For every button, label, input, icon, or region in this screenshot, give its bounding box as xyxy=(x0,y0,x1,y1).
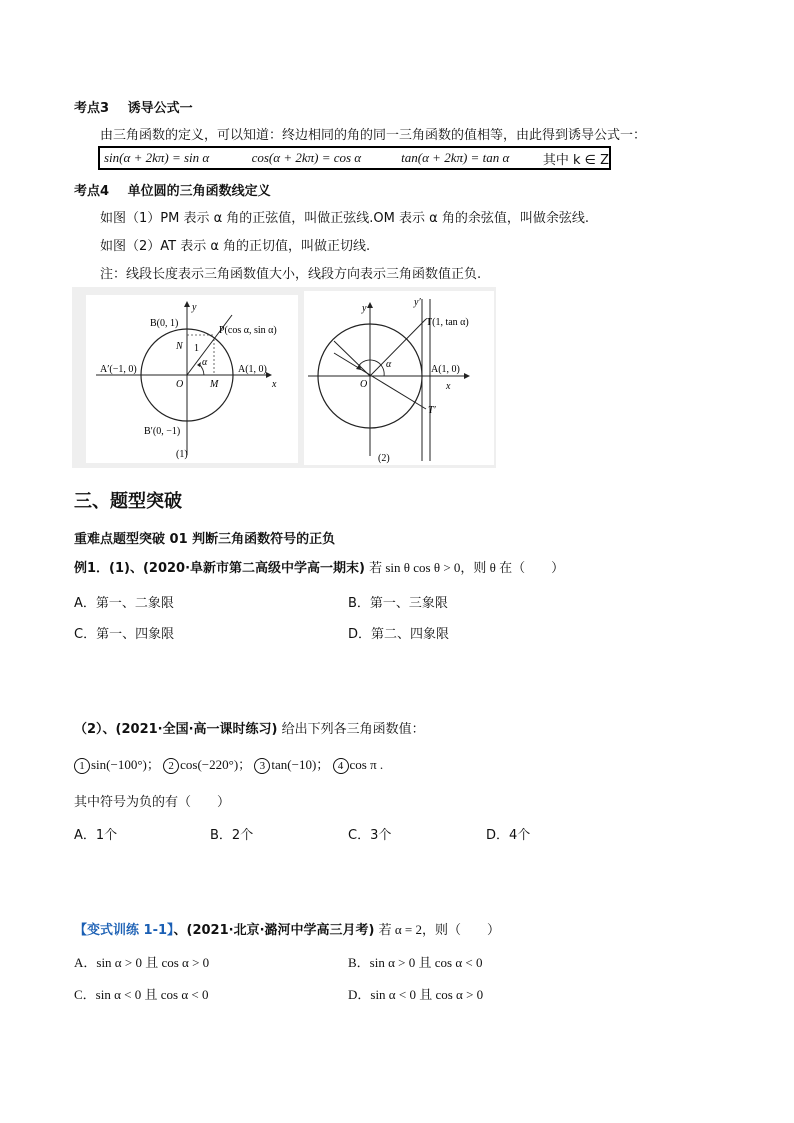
fig2-x-label: x xyxy=(446,381,451,392)
variant-label: 【变式训练 1-1】 xyxy=(74,923,174,938)
section3-heading-num: 考点3 xyxy=(74,101,110,116)
section4-heading-text: 单位圆的三角函数线定义 xyxy=(127,184,271,199)
formula-tan: tan(α + 2kπ) = tan α xyxy=(401,150,510,165)
example1-2 xyxy=(74,718,425,737)
example1-option-d: D．第二、四象限 xyxy=(348,627,450,642)
example1 xyxy=(74,557,564,576)
example1-2-option-a: A．1个 xyxy=(74,828,118,843)
fig1-x-label: x xyxy=(272,379,277,390)
item-2: cos(−220°)； xyxy=(180,757,252,772)
item-4: cos π . xyxy=(349,757,384,772)
section3-heading xyxy=(74,97,193,116)
figure-2 xyxy=(304,291,494,465)
example1-option-b: B．第一、三象限 xyxy=(348,596,448,611)
section3-intro: 由三角函数的定义，可以知道：终边相同的角的同一三角函数的值相等，由此得到诱导公式一： xyxy=(100,128,647,143)
fig2-alpha-label: α xyxy=(386,359,392,370)
fig1-caption: (1) xyxy=(176,449,188,460)
fig1-O-label: O xyxy=(176,379,184,390)
item-1: sin(−100°)； xyxy=(91,757,160,772)
example1-2-option-c: C．3个 xyxy=(348,828,392,843)
figure-1 xyxy=(86,295,298,463)
part3-title: 三、题型突破 xyxy=(74,491,182,512)
formula-cos: cos(α + 2kπ) = cos α xyxy=(251,150,362,165)
variant-option-b: B．sin α > 0 且 cos α < 0 xyxy=(348,955,483,970)
fig2-caption: (2) xyxy=(378,453,390,464)
example1-2-items xyxy=(74,754,383,774)
example1-option-a: A．第一、二象限 xyxy=(74,596,174,611)
unit-circle-tangent-figure xyxy=(304,291,494,465)
example1-option-c: C．第一、四象限 xyxy=(74,627,175,642)
fig1-M-label: M xyxy=(210,379,219,390)
variant xyxy=(74,919,500,938)
fig2-T-label: T(1, tan α) xyxy=(426,317,469,328)
example1-2-label: （2）、(2021·全国·高一课时练习) xyxy=(74,722,278,737)
section4-line3: 注：线段长度表示三角函数值大小，线段方向表示三角函数值正负. xyxy=(100,267,482,282)
item-number-2: 2 xyxy=(163,758,179,774)
fig1-B-label: B(0, 1) xyxy=(150,318,179,329)
example1-2-stem: 给出下列各三角函数值： xyxy=(281,722,425,737)
item-3: tan(−10)； xyxy=(271,757,330,772)
item-number-1: 1 xyxy=(74,758,90,774)
example1-label: 例1．(1)、(2020·阜新市第二高级中学高一期末) xyxy=(74,561,365,576)
formula-condition: 其中 k ∈ Z xyxy=(542,152,609,168)
variant-option-a: A．sin α > 0 且 cos α > 0 xyxy=(74,955,210,970)
formula-box xyxy=(98,146,611,170)
item-number-3: 3 xyxy=(254,758,270,774)
item-number-4: 4 xyxy=(333,758,349,774)
fig2-Tprime-label: T′ xyxy=(428,405,436,416)
subtitle: 重难点题型突破 01 判断三角函数符号的正负 xyxy=(74,532,336,547)
section4-heading xyxy=(74,180,271,199)
fig1-N-label: N xyxy=(176,341,183,352)
formula-sin: sin(α + 2kπ) = sin α xyxy=(104,150,210,165)
example1-2-question: 其中符号为负的有（ ） xyxy=(74,795,231,810)
section4-heading-num: 考点4 xyxy=(74,184,110,199)
fig2-A-label: A(1, 0) xyxy=(431,364,460,375)
example1-2-option-b: B．2个 xyxy=(210,828,254,843)
fig2-y-label: y xyxy=(362,303,367,314)
fig1-one-label: 1 xyxy=(194,343,199,354)
variant-stem: 若 α = 2，则（ ） xyxy=(378,922,501,937)
section4-line2: 如图（2）AT 表示 α 角的正切值，叫做正切线. xyxy=(100,239,371,254)
fig1-y-label: y xyxy=(192,302,197,313)
section4-line1: 如图（1）PM 表示 α 角的正弦值，叫做正弦线.OM 表示 α 角的余弦值，叫做余弦线. xyxy=(100,211,589,226)
fig2-O-label: O xyxy=(360,379,368,390)
fig1-P-label: P(cos α, sin α) xyxy=(219,325,277,336)
variant-option-d: D．sin α < 0 且 cos α > 0 xyxy=(348,987,484,1002)
unit-circle-sine-cosine-figure xyxy=(86,295,298,463)
fig1-A-label: A(1, 0) xyxy=(238,364,267,375)
variant-source: 、(2021·北京·潞河中学高三月考) xyxy=(173,923,375,938)
example1-2-option-d: D．4个 xyxy=(486,828,531,843)
section3-heading-text: 诱导公式一 xyxy=(127,101,193,116)
fig1-Bprime-label: B′(0, −1) xyxy=(144,426,181,437)
fig1-alpha-label: α xyxy=(202,357,208,368)
example1-stem: 若 sin θ cos θ > 0，则 θ 在（ ） xyxy=(369,560,565,575)
variant-option-c: C．sin α < 0 且 cos α < 0 xyxy=(74,987,209,1002)
fig2-yprime-label: y′ xyxy=(414,297,421,308)
fig1-Aprime-label: A′(−1, 0) xyxy=(100,364,137,375)
figure-panel xyxy=(72,287,496,468)
